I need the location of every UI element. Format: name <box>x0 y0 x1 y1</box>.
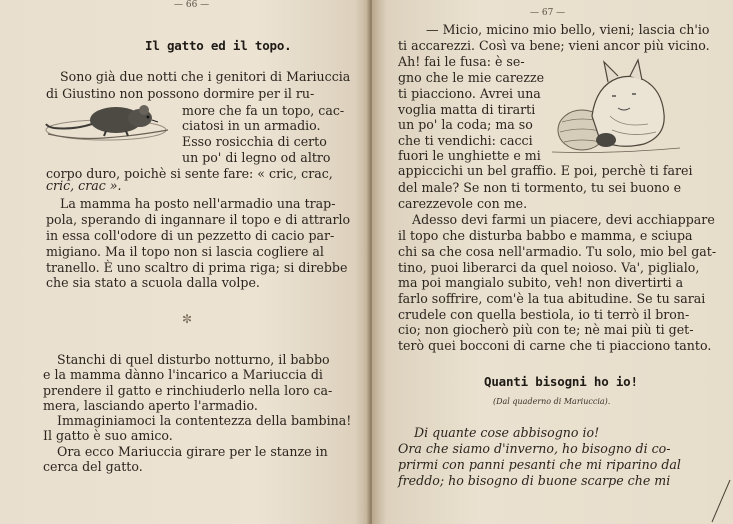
section-subtitle: (Dal quaderno di Mariuccia). <box>493 397 611 406</box>
text-line: del male? Se non ti tormento, tu sei buono e <box>398 180 682 195</box>
text-line: e la mamma dànno l'incarico a Mariuccia di <box>43 367 323 382</box>
ornament-icon: ✼ <box>182 312 193 326</box>
text-line: Immaginiamoci la contentezza della bambina! <box>57 413 352 428</box>
text-line: ti piacciono. Avrei una <box>398 86 541 101</box>
text-line: fuori le unghiette e mi <box>398 148 541 163</box>
text-line: un po' di legno od altro <box>182 150 331 165</box>
text-line: che ti vendichi: cacci <box>398 133 533 148</box>
mouse-illustration <box>44 98 172 154</box>
text-line: Il gatto è suo amico. <box>43 428 173 443</box>
text-line: pola, sperando di ingannare il topo e di attrarlo <box>46 212 351 227</box>
text-line: migiano. Ma il topo non si lascia cogliere al <box>46 244 324 259</box>
page-mark <box>710 478 732 524</box>
section-title: Quanti bisogni ho io! <box>484 374 638 389</box>
right-page <box>372 0 733 524</box>
text-line: Adesso devi farmi un piacere, devi acchiappare <box>412 212 715 227</box>
text-line: gno che le mie carezze <box>398 70 545 85</box>
text-line: ciatosi in un armadio. <box>182 118 321 133</box>
text-line: appiccichi un bel graffio. E poi, perchè ti farei <box>398 163 693 178</box>
text-line: Ora ecco Mariuccia girare per le stanze in <box>57 444 328 459</box>
text-line: crudele con quella bestiola, io ti terrò il bron- <box>398 307 690 322</box>
text-line: chi sa che cosa nell'armadio. Tu solo, mio bel gat- <box>398 244 717 259</box>
text-line: ma poi mangialo subito, veh! non divertirti a <box>398 275 684 290</box>
text-line: tranello. È uno scaltro di prima riga; si direbbe <box>46 260 348 275</box>
text-line: un po' la coda; ma so <box>398 117 533 132</box>
page-number: — 67 — <box>530 8 566 18</box>
text-line: more che fa un topo, cac- <box>182 103 345 118</box>
text-line: Sono già due notti che i genitori di Mariuccia <box>60 69 351 84</box>
text-line: il topo che disturba babbo e mamma, e sciupa <box>398 228 693 243</box>
text-line: prendere il gatto e rinchiuderlo nella loro ca- <box>43 383 333 398</box>
text-line: cio; non giocherò più con te; nè mai più ti get- <box>398 322 694 337</box>
text-line: farlo soffrire, com'è la tua abitudine. Se tu sarai <box>398 291 706 306</box>
text-line: corpo duro, poichè si sente fare: « cric, crac, <box>46 166 333 181</box>
text-line: di Giustino non possono dormire per il ru- <box>46 86 315 101</box>
text-line: carezzevole con me. <box>398 196 528 211</box>
text-line: Ah! fai le fusa: è se- <box>398 54 525 69</box>
text-line: cerca del gatto. <box>43 459 143 474</box>
text-line: prirmi con panni pesanti che mi riparino dal <box>398 457 681 472</box>
text-line: Ora che siamo d'inverno, ho bisogno di co- <box>398 441 671 456</box>
text-line: freddo; ho bisogno di buone scarpe che mi <box>398 473 671 488</box>
cat-illustration <box>552 56 682 156</box>
text-line: voglia matta di tirarti <box>398 102 536 117</box>
text-line: ti accarezzi. Così va bene; vieni ancor più vicino. <box>398 38 710 53</box>
text-line: cric, crac ». <box>46 178 122 193</box>
text-line: Stanchi di quel disturbo notturno, il babbo <box>57 352 330 367</box>
text-line: terò quei bocconi di carne che ti piacciono tanto. <box>398 338 712 353</box>
text-line: mera, lasciando aperto l'armadio. <box>43 398 258 413</box>
text-line: tino, puoi liberarci da quel noioso. Va', piglialo, <box>398 260 700 275</box>
page-number: — 66 — <box>174 0 210 10</box>
text-line: — Micio, micino mio bello, vieni; lascia ch'io <box>426 22 710 37</box>
text-line: La mamma ha posto nell'armadio una trap- <box>60 196 336 211</box>
chapter-title: Il gatto ed il topo. <box>145 38 292 53</box>
text-line: Di quante cose abbisogno io! <box>414 425 600 440</box>
text-line: che sia stato a scuola dalla volpe. <box>46 275 260 290</box>
text-line: Esso rosicchia di certo <box>182 134 327 149</box>
text-line: in essa coll'odore di un pezzetto di cacio par- <box>46 228 335 243</box>
